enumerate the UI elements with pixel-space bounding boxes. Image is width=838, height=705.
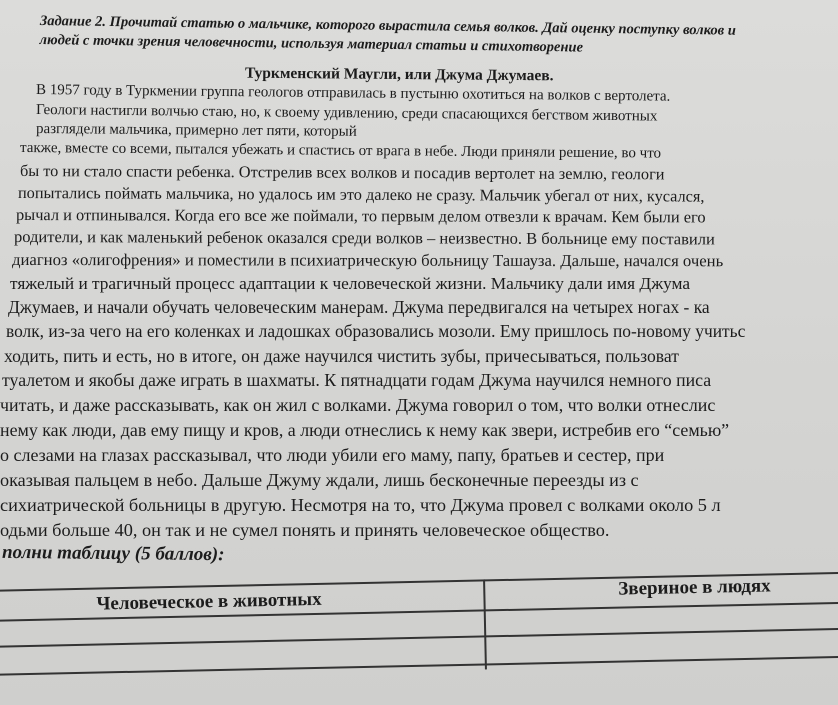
article-line: нему как люди, дав ему пищу и кров, а люди отнеслись к нему как звери, истребив его “семью” xyxy=(0,420,730,440)
article-line: оказывая пальцем в небо. Дальше Джуму ждали, лишь бесконечные переезды из с xyxy=(0,470,639,490)
article-line: волк, из-за чего на его коленках и ладошках образовались мозоли. Ему пришлось по-новому учитьс xyxy=(6,321,746,341)
table-column-divider xyxy=(483,579,486,669)
article-title: Туркменский Маугли, или Джума Джумаев. xyxy=(244,64,554,85)
article-line: одьми больше 40, он так и не сумел понять и принять человеческое общество. xyxy=(0,520,610,540)
article-line: Джумаев, и начали обучать человеческим манерам. Джума передвигался на четырех ногах - ка xyxy=(8,297,710,317)
article-line: ходить, пить и есть, но в итоге, он даже научился чистить зубы, причесываться, пользоват xyxy=(4,346,679,366)
table-instruction: полни таблицу (5 баллов): xyxy=(1,541,225,566)
article-line: бы то ни стало спасти ребенка. Отстрелив всех волков и посадив вертолет на землю, геологи xyxy=(19,161,665,184)
table-rule xyxy=(0,628,838,648)
article-line: туалетом и якобы даже играть в шахматы. К пятнадцати годам Джума научился немного писа xyxy=(2,370,712,390)
article-line: также, вместе со всеми, пытался убежать и спастись от врага в небе. Люди приняли решение, во что xyxy=(19,140,662,162)
article-line: родители, и как маленький ребенок оказался среди волков – неизвестно. В больнице ему поставили xyxy=(13,227,715,249)
task-body: Прочитай статью о мальчике, которого вырастила семья волков. Дай оценку поступку волков и людей с точки зрения человечности, используя материал статьи и стихотворение xyxy=(39,13,736,56)
task-heading: Задание 2. xyxy=(39,12,107,30)
article-line: разглядели мальчика, примерно лет пяти, который xyxy=(35,121,357,140)
article-line: В 1957 году в Туркмении группа геологов отправилась в пустыню охотиться на волков с вертолета. xyxy=(35,82,671,105)
article-line: тяжелый и трагичный процесс адаптации к человеческой жизни. Мальчику дали имя Джума xyxy=(10,274,691,293)
answer-table xyxy=(0,564,838,682)
table-header-beast-in-people: Звериное в людях xyxy=(618,575,771,600)
article-line: попытались поймать мальчика, но удалось им это далеко не сразу. Мальчик убегал от них, кусался, xyxy=(17,183,705,206)
article-line: рычал и отпинывался. Когда его все же поймали, то первым делом отвезли к врачам. Кем были его xyxy=(15,205,706,227)
article-line: сихиатрической больницы в другую. Несмотря на то, что Джума провел с волками около 5 л xyxy=(0,495,721,515)
article-line: о слезами на глазах рассказывал, что люди убили его маму, папу, братьев и сестер, при xyxy=(0,445,665,465)
article-line: диагноз «олигофрения» и поместили в психиатрическую больницу Ташауза. Дальше, начался очень xyxy=(11,250,724,271)
table-header-human-in-animals: Человеческое в животных xyxy=(96,588,322,615)
article-line: читать, и даже рассказывать, как он жил с волками. Джума говорил о том, что волки отнеслис xyxy=(0,395,716,415)
task-text xyxy=(39,12,759,60)
article-line: Геологи настигли волчью стаю, но, к своему удивлению, среди спасающихся бегством животных xyxy=(35,102,658,125)
table-rule xyxy=(0,656,838,676)
